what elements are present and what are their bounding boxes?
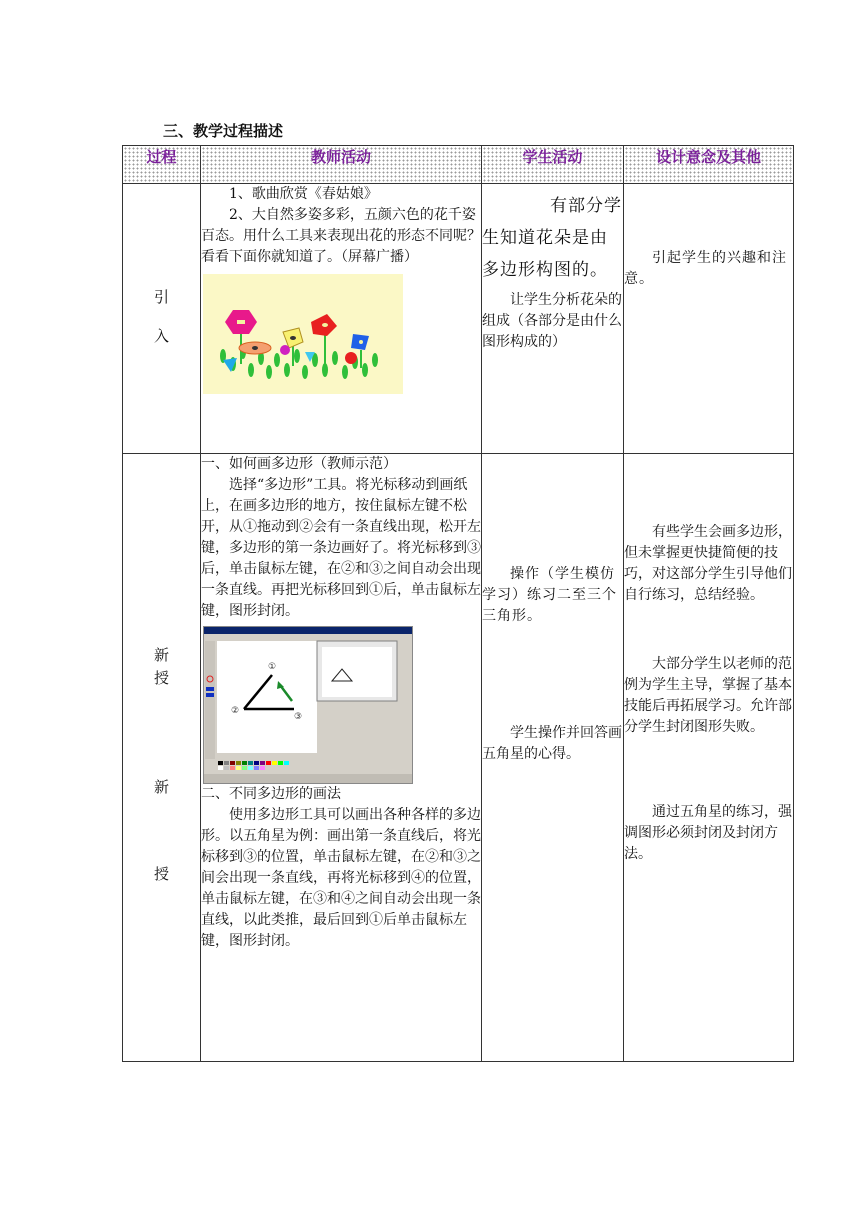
point-label-1: ① <box>268 662 277 672</box>
stage-char: 入 <box>153 327 169 345</box>
stage-char: 新 <box>153 646 169 664</box>
stage-cell <box>123 184 201 454</box>
design-text: 大部分学生以老师的范例为学生主导，掌握了基本技能后再拓展学习。允许部分学生封闭图形失败。 <box>624 656 792 735</box>
teacher-text: 2、大自然多姿多彩，五颜六色的花千姿百态。用什么工具来表现出花的形态不同呢？看看下面你就知道了。（屏幕广播） <box>201 207 481 265</box>
point-label-2: ② <box>231 706 240 716</box>
point-label-3: ③ <box>294 712 303 722</box>
student-text: 操作（学生模仿学习）练习二至三个三角形。 <box>482 566 617 624</box>
student-text: 让学生分析花朵的组成（各部分是由什么图形构成的） <box>482 292 622 350</box>
header-process: 过程 <box>123 146 201 184</box>
flowers-illustration <box>203 274 403 394</box>
header-row <box>123 146 794 184</box>
teacher-heading: 二、不同多边形的画法 <box>201 786 341 802</box>
table-row <box>123 184 794 454</box>
stage-char: 新 <box>153 778 169 796</box>
teacher-heading: 一、如何画多边形（教师示范） <box>201 456 397 472</box>
paint-screenshot <box>203 626 413 784</box>
teacher-text: 1、歌曲欣赏《春姑娘》 <box>229 186 378 202</box>
stage-char: 授 <box>153 865 169 883</box>
flower-image <box>203 274 403 394</box>
design-text: 引起学生的兴趣和注意。 <box>624 250 787 287</box>
student-activity-cell <box>482 454 624 1062</box>
teacher-activity-cell <box>201 454 482 1062</box>
stage-char: 引 <box>153 288 169 306</box>
design-text: 通过五角星的练习，强调图形必须封闭及封闭方法。 <box>624 804 792 862</box>
stage-cell <box>123 454 201 1062</box>
design-cell <box>624 454 794 1062</box>
teacher-text: 使用多边形工具可以画出各种各样的多边形。以五角星为例：画出第一条直线后，将光标移到③的位置，单击鼠标左键，在②和③之间会出现一条直线，再将光标移到④的位置，单击鼠标左键，在③和④之间自动会出现一条直线，以此类推，最后回到①后单击鼠标左键，图形封闭。 <box>201 807 481 949</box>
student-text: 学生操作并回答画五角星的心得。 <box>482 725 622 762</box>
section-title: 三、教学过程描述 <box>163 122 284 140</box>
paint-window-illustration <box>204 627 412 783</box>
lesson-table <box>122 145 794 1062</box>
stage-char: 授 <box>153 669 169 687</box>
design-cell <box>624 184 794 454</box>
teacher-activity-cell <box>201 184 482 454</box>
teacher-text: 选择“多边形”工具。将光标移动到画纸上，在画多边形的地方，按住鼠标左键不松开，从①拖动到②会有一条直线出现，松开左键，多边形的第一条边画好了。将光标移到③后，单击鼠标左键，在②和③之间自动会出现一条直线。再把光标移回到①后，单击鼠标左键，图形封闭。 <box>201 477 481 619</box>
table-row <box>123 454 794 1062</box>
student-text-big: 有部分学生知道花朵是由多边形构图的。 <box>482 196 622 280</box>
header-student: 学生活动 <box>482 146 624 184</box>
header-design: 设计意念及其他 <box>624 146 794 184</box>
student-activity-cell <box>482 184 624 454</box>
design-text: 有些学生会画多边形，但未掌握更快捷简便的技巧，对这部分学生引导他们自行练习，总结经验。 <box>624 524 792 603</box>
header-teacher: 教师活动 <box>201 146 482 184</box>
